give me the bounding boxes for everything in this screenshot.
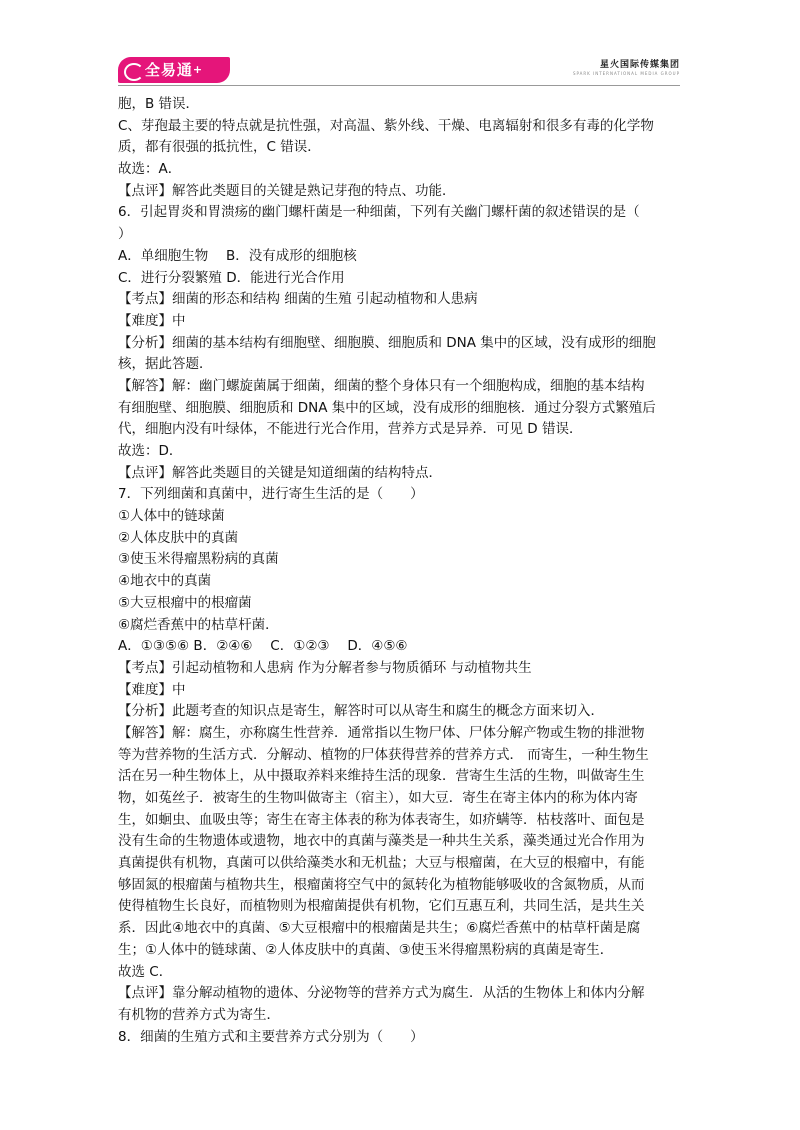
text-line: A．①③⑤⑥ B．②④⑥ C．①②③ D．④⑤⑥: [118, 638, 408, 655]
text-line: 使得植物生长良好，而植物则为根瘤菌提供有机物，它们互惠互利，共同生活，是共生关: [118, 898, 645, 915]
text-line: 代，细胞内没有叶绿体，不能进行光合作用，营养方式是异养．可见 D 错误．: [118, 421, 583, 438]
text-line: 胞，B 错误．: [118, 96, 200, 112]
text-line: 8．细菌的生殖方式和主要营养方式分别为（ ）: [118, 1028, 424, 1045]
company-subtitle: SPARK INTERNATIONAL MEDIA GROUP: [572, 71, 680, 76]
company-block: [573, 57, 680, 76]
text-line: C．进行分裂繁殖 D．能进行光合作用: [118, 269, 345, 286]
text-line: 质，都有很强的抵抗性，C 错误．: [118, 139, 321, 156]
text-line: 6．引起胃炎和胃溃疡的幽门螺杆菌是一种细菌，下列有关幽门螺杆菌的叙述错误的是（: [118, 204, 640, 221]
text-line: 【解答】解：幽门螺旋菌属于细菌，细菌的整个身体只有一个细胞构成，细胞的基本结构: [118, 377, 645, 394]
text-line: 【点评】解答此类题目的关键是知道细菌的结构特点．: [118, 464, 442, 481]
text-line: 【点评】解答此类题目的关键是熟记芽孢的特点、功能．: [118, 182, 456, 199]
text-line: 【考点】引起动植物和人患病 作为分解者参与物质循环 与动植物共生: [118, 659, 532, 676]
text-line: 核，据此答题．: [118, 356, 213, 373]
text-line: 有机物的营养方式为寄生．: [118, 1006, 280, 1023]
text-line: 活在另一种生物体上，从中摄取养料来维持生活的现象．营寄生生活的生物，叫做寄生生: [118, 768, 645, 785]
text-line: 【难度】中: [118, 681, 186, 698]
company-name: 星火国际传媒集团: [599, 60, 680, 70]
logo-swirl-icon: [124, 63, 144, 81]
text-line: 物，如菟丝子．被寄生的生物叫做寄主（宿主），如大豆．寄生在寄主体内的称为体内寄: [118, 790, 638, 806]
text-line: 7．下列细菌和真菌中，进行寄生生活的是（ ）: [118, 486, 424, 503]
text-line: 等为营养物的生活方式．分解动、植物的尸体获得营养的营养方式． 而寄生，一种生物生: [118, 746, 649, 763]
text-line: ④地衣中的真菌: [118, 573, 212, 590]
header-divider: [118, 85, 680, 86]
text-line: 真菌提供有机物，真菌可以供给藻类水和无机盐；大豆与根瘤菌，在大豆的根瘤中，有能: [118, 855, 645, 872]
text-line: C、芽孢最主要的特点就是抗性强，对高温、紫外线、干燥、电离辐射和很多有毒的化学物: [118, 117, 654, 134]
text-line: 【点评】靠分解动植物的遗体、分泌物等的营养方式为腐生．从活的生物体上和体内分解: [118, 985, 645, 1002]
text-line: 【考点】细菌的形态和结构 细菌的生殖 引起动植物和人患病: [118, 291, 478, 308]
text-line: 【分析】细菌的基本结构有细胞壁、细胞膜、细胞质和 DNA 集中的区域，没有成形的细胞: [118, 334, 656, 351]
text-line: 故选 C．: [118, 963, 173, 980]
text-line: 生，如蛔虫、血吸虫等；寄生在寄主体表的称为体表寄生，如疥螨等．枯枝落叶、面包是: [118, 811, 645, 828]
text-line: 故选：A．: [118, 161, 182, 178]
text-line: ⑥腐烂香蕉中的枯草杆菌．: [118, 616, 279, 633]
text-line: ⑤大豆根瘤中的根瘤菌: [118, 594, 252, 611]
text-line: 【解答】解：腐生，亦称腐生性营养．通常指以生物尸体、尸体分解产物或生物的排泄物: [118, 724, 645, 741]
text-line: 【分析】此题考查的知识点是寄生，解答时可以从寄生和腐生的概念方面来切入．: [118, 703, 604, 720]
logo-text: 全易通: [144, 61, 193, 79]
text-line: 【难度】中: [118, 312, 186, 329]
logo-plus: +: [192, 63, 204, 76]
document-body: [118, 94, 684, 1048]
text-line: 故选：D．: [118, 443, 183, 459]
text-line: 有细胞壁、细胞膜、细胞质和 DNA 集中的区域，没有成形的细胞核．通过分裂方式繁殖后: [118, 399, 656, 416]
text-line: 生；①人体中的链球菌、②人体皮肤中的真菌、③使玉米得瘤黑粉病的真菌是寄生．: [118, 941, 614, 958]
text-line: 够固氮的根瘤菌与植物共生，根瘤菌将空气中的氮转化为植物能够吸收的含氮物质，从而: [118, 876, 645, 893]
text-line: ①人体中的链球菌: [118, 508, 225, 525]
text-line: 没有生命的生物遗体或遗物，地衣中的真菌与藻类是一种共生关系，藻类通过光合作用为: [118, 833, 645, 850]
page-header: [118, 55, 680, 85]
text-line: ③使玉米得瘤黑粉病的真菌: [118, 551, 279, 568]
text-line: 系．因此④地衣中的真菌、⑤大豆根瘤中的根瘤菌是共生；⑥腐烂香蕉中的枯草杆菌是腐: [118, 920, 641, 937]
text-line: ）: [118, 226, 132, 243]
text-line: A．单细胞生物 B．没有成形的细胞核: [118, 247, 357, 264]
logo: [118, 57, 230, 83]
text-line: ②人体皮肤中的真菌: [118, 529, 239, 546]
